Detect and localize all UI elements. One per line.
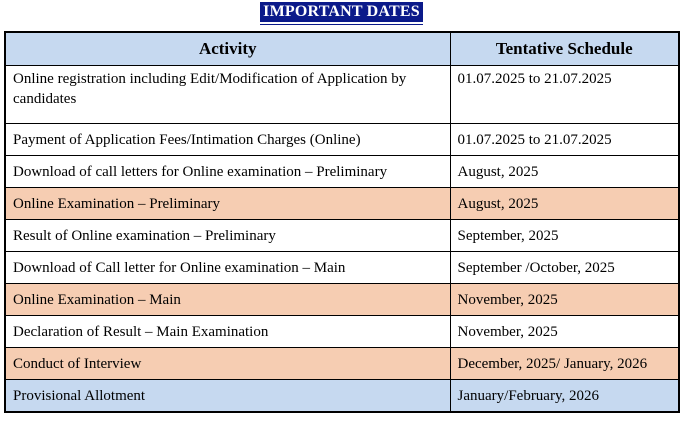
activity-header: Activity [5,32,450,66]
schedule-cell: August, 2025 [450,156,679,188]
schedule-cell: December, 2025/ January, 2026 [450,348,679,380]
table-row [5,284,679,316]
header-row [5,32,679,66]
title-wrapper [0,2,683,24]
schedule-cell: August, 2025 [450,188,679,220]
activity-cell: Online Examination – Main [5,284,450,316]
activity-cell: Download of call letters for Online examination – Preliminary [5,156,450,188]
activity-cell: Payment of Application Fees/Intimation Charges (Online) [5,124,450,156]
activity-cell: Conduct of Interview [5,348,450,380]
activity-cell: Download of Call letter for Online examination – Main [5,252,450,284]
table-row [5,220,679,252]
schedule-table [4,31,680,413]
table-row [5,124,679,156]
activity-cell: Online registration including Edit/Modification of Application by candidates [5,66,450,124]
table-row [5,380,679,412]
table-row [5,188,679,220]
schedule-header: Tentative Schedule [450,32,679,66]
schedule-cell: January/February, 2026 [450,380,679,412]
table-row [5,316,679,348]
activity-cell: Declaration of Result – Main Examination [5,316,450,348]
table-row [5,348,679,380]
activity-cell: Provisional Allotment [5,380,450,412]
schedule-cell: 01.07.2025 to 21.07.2025 [450,66,679,124]
activity-cell: Online Examination – Preliminary [5,188,450,220]
schedule-cell: 01.07.2025 to 21.07.2025 [450,124,679,156]
table-row [5,156,679,188]
table-row [5,66,679,124]
schedule-cell: November, 2025 [450,316,679,348]
schedule-cell: September, 2025 [450,220,679,252]
activity-cell: Result of Online examination – Preliminary [5,220,450,252]
page-title: IMPORTANT DATES [260,2,423,24]
schedule-cell: November, 2025 [450,284,679,316]
schedule-cell: September /October, 2025 [450,252,679,284]
table-row [5,252,679,284]
